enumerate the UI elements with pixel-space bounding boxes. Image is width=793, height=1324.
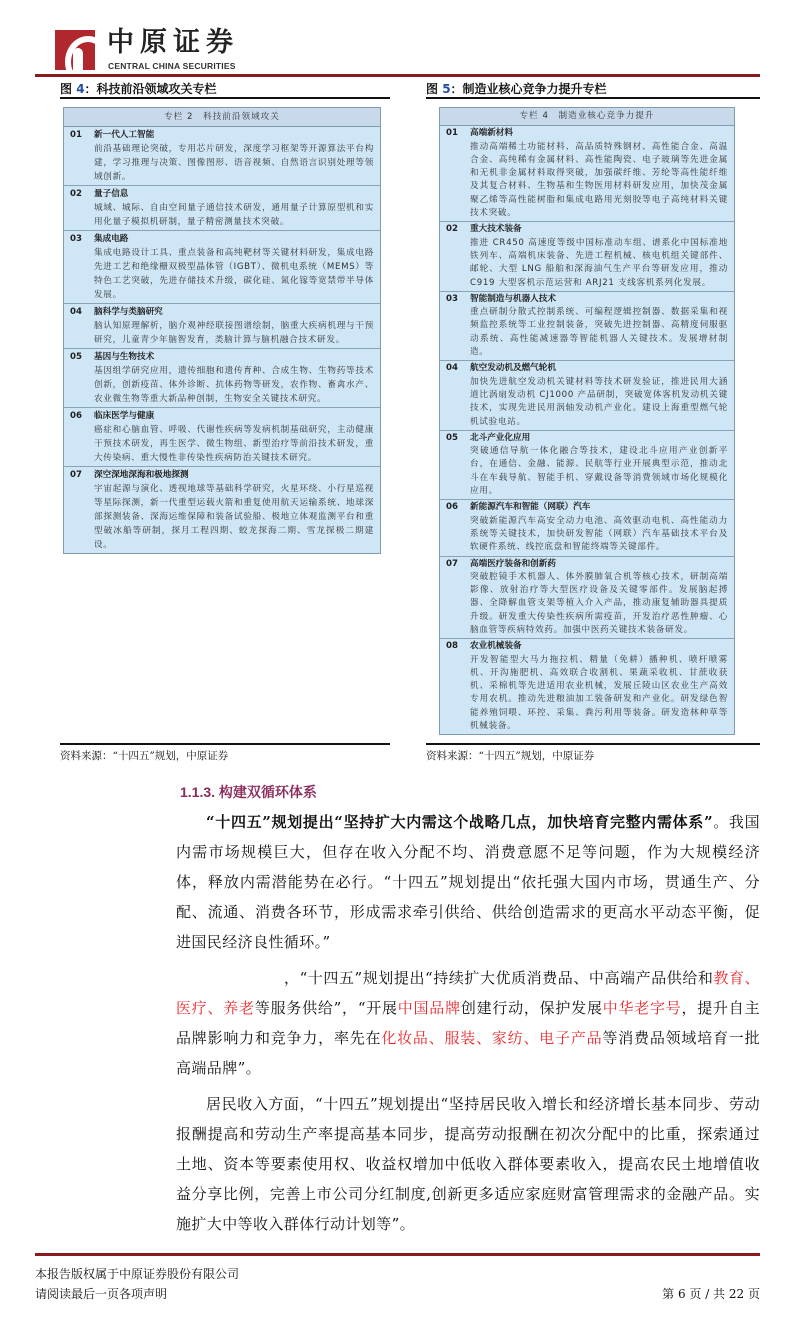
row-body: 宇宙起源与演化、透视地球等基础科学研究，火星环绕、小行星巡视等星际探测，新一代重型运载火箭和重复使用航天运输系统、地球深部探测装备、深海运维保障和装备试验船、极地立体观监测平台和重型破冰船等研制，探月工程四期、蛟龙探海二期、雪龙探极二期建设。 (94, 484, 374, 550)
row-number: 02 (446, 224, 458, 235)
row-number: 06 (446, 502, 458, 513)
highlighted-text: 化妆品、服装、家纺、电子产品 (381, 1029, 603, 1048)
row-title (446, 640, 728, 653)
table-row (64, 231, 380, 304)
paragraph-text: ，“十四五”规划提出“持续扩大优质消费品、中高端产品供给和 (284, 969, 714, 988)
table-row (440, 557, 734, 640)
row-title-text: 航空发动机及燃气轮机 (470, 363, 556, 374)
row-title (70, 305, 374, 319)
row-number: 07 (70, 470, 82, 480)
row-title (446, 362, 728, 375)
figure-4-table (63, 107, 381, 554)
highlighted-text: 教育、医疗、养老 (176, 969, 761, 1018)
row-body: 推进 CR450 高速度等级中国标准动车组、谱系化中国标准地铁列车、高端机床装备、先进工程机械、核电机组关键部件、邮轮、大型 LNG 船舶和深海油气生产平台等研发应用，推动 C919 大型客机示范运营和 ARJ21 支线客机系列化发展。 (470, 237, 728, 288)
row-number: 07 (446, 558, 458, 569)
logo-chinese-name: 中原证券 (107, 27, 239, 58)
row-body: 突破腔镜手术机器人、体外膜肺氧合机等核心技术，研制高端影像、放射治疗等大型医疗设备及关键零部件。发展脑起搏器、全降解血管支架等植入介入产品，推动康复辅助器具提质升级。研发重大传染性疾病所需疫苗，开发治疗恶性肿瘤、心脑血管等疾病特效药。加强中医药关键技术装备研发。 (470, 571, 728, 635)
highlighted-text: 中华老字号 (602, 999, 682, 1018)
figure-5-title: 图 5：制造业核心竞争力提升专栏 (426, 82, 607, 96)
row-body: 癌症和心脑血管、呼吸、代谢性疾病等发病机制基础研究，主动健康干预技术研发，再生医学、微生物组、新型治疗等前沿技术研发，重大传染病、重大慢性非传染性疾病防治关键技术研究。 (94, 425, 374, 463)
table-row (64, 127, 380, 186)
table-row (440, 361, 734, 430)
row-title (70, 128, 374, 142)
row-title (446, 558, 728, 571)
paragraph-domestic-demand (176, 807, 760, 957)
row-title (446, 432, 728, 445)
row-title-text: 高端新材料 (470, 128, 513, 139)
row-body: 突破通信导航一体化融合等技术，建设北斗应用产业创新平台，在通信、金融、能源、民航等行业开展典型示范，推动北斗在车载导航、智能手机、穿戴设备等消费领域市场化规模化应用。 (470, 446, 728, 497)
logo-english-name: CENTRAL CHINA SECURITIES (108, 61, 236, 71)
logo-mark-icon (55, 30, 95, 70)
figure-4-source: 资料来源：“十四五”规划，中原证券 (60, 750, 229, 763)
row-body: 基因组学研究应用，遗传细胞和遗传育种、合成生物、生物药等技术创新，创新疫苗、体外诊断、抗体药物等研发，农作物、畜禽水产、农业微生物等重大新品种创制，生物安全关键技术研究。 (94, 366, 374, 404)
row-number: 08 (446, 641, 458, 652)
table-row (64, 408, 380, 467)
figures-row (35, 81, 760, 763)
row-body: 加快先进航空发动机关键材料等技术研发验证，推进民用大涵道比涡扇发动机 CJ1000 产品研制，突破宽体客机发动机关键技术，实现先进民用涡轴发动机产业化。建设上海重型燃气轮机试验电站。 (470, 376, 728, 427)
header-divider (35, 74, 760, 77)
row-body: 城域、城际、自由空间量子通信技术研发，通用量子计算原型机和实用化量子模拟机研制，量子精密测量技术突破。 (94, 203, 374, 227)
figure-4-bottom-rule (60, 743, 390, 745)
row-title-text: 高端医疗装备和创新药 (470, 558, 556, 569)
company-logo (55, 28, 285, 72)
table-row (440, 222, 734, 291)
row-body: 开发智能型大马力拖拉机、精量（免耕）播种机、喷杆喷雾机、开沟施肥机、高效联合收割机、果蔬采收机、甘蔗收获机、采棉机等先进适用农业机械，发展丘陵山区农业生产高效专用农机。推动先进粮油加工装备研发和产业化。研发绿色智能养殖饲喂、环控、采集、粪污利用等装备。研发造林种草等机械装备。 (470, 654, 728, 732)
page-number: 第 6 页 / 共 22 页 (662, 1287, 760, 1302)
row-number: 02 (70, 189, 82, 199)
row-title-text: 临床医学与健康 (94, 411, 155, 421)
row-number: 04 (70, 307, 82, 317)
footer (35, 1264, 760, 1304)
row-title-text: 农业机械装备 (470, 641, 522, 652)
footer-divider (35, 1253, 760, 1256)
row-body: 脑认知原理解析，脑介观神经联接图谱绘制，脑重大疾病机理与干预研究，儿童青少年脑智发育，类脑计算与脑机融合技术研发。 (94, 321, 374, 345)
figure-4 (60, 81, 390, 763)
highlighted-text: 中国品牌 (397, 999, 461, 1018)
paragraph-text: 。我国内需市场规模巨大，但存在收入分配不均、消费意愿不足等问题，作为大规模经济体，释放内需潜能势在必行。“十四五”规划提出“依托强大国内市场，贯通生产、分配、流通、消费各环节，形成需求牵引供给、供给创造需求的更高水平动态平衡，促进国民经济良性循环。” (176, 813, 760, 952)
paragraph-brands (176, 963, 760, 1083)
table-title: 专栏 4 制造业核心竞争力提升 (440, 108, 734, 126)
row-title (446, 501, 728, 514)
paragraph-income (176, 1089, 760, 1239)
row-title-text: 重大技术装备 (470, 224, 522, 235)
paragraph-text: 创建行动，保护发展 (460, 999, 603, 1018)
row-title (70, 232, 374, 246)
row-number: 05 (70, 352, 82, 362)
figure-5-top-rule (426, 97, 760, 99)
row-title-text: 基因与生物技术 (94, 352, 155, 362)
row-body: 重点研制分散式控制系统、可编程逻辑控制器、数据采集和视频监控系统等工业控制装备，突破先进控制器、高精度伺服驱动系统、高性能减速器等智能机器人关键技术。发展增材制造。 (470, 307, 728, 358)
row-title (446, 293, 728, 306)
paragraph-text: ，提升自主品牌影响力和竞争力，率先在 (176, 999, 760, 1048)
row-title (70, 409, 374, 423)
section-heading: 1.1.3. 构建双循环体系 (180, 784, 317, 801)
row-title-text: 新能源汽车和智能（网联）汽车 (470, 502, 591, 513)
row-title-text: 脑科学与类脑研究 (94, 307, 163, 317)
footer-disclaimer-notice: 请阅读最后一页各项声明 (35, 1287, 168, 1302)
table-title: 专栏 2 科技前沿领域攻关 (64, 108, 380, 127)
row-number: 01 (446, 128, 458, 139)
row-title (70, 350, 374, 364)
row-title-text: 深空深地深海和极地探测 (94, 470, 189, 480)
row-title (70, 468, 374, 482)
table-row (64, 467, 380, 553)
figure-5 (426, 81, 760, 763)
paragraph-text: “十四五”规划提出“坚持扩大内需这个战略几点，加快培育完整内需体系” (206, 813, 713, 832)
row-body: 突破新能源汽车高安全动力电池、高效驱动电机、高性能动力系统等关键技术，加快研发智能（网联）汽车基础技术平台及软硬件系统、线控底盘和智能终端等关键部件。 (470, 515, 728, 553)
table-row (440, 639, 734, 734)
row-number: 04 (446, 363, 458, 374)
row-title-text: 北斗产业化应用 (470, 432, 531, 443)
paragraph-text: 等服务供给”，“开展 (254, 999, 398, 1018)
row-body: 前沿基础理论突破，专用芯片研发，深度学习框架等开源算法平台构建，学习推理与决策、图像图形、语音视频、自然语言识别处理等领域创新。 (94, 144, 374, 182)
figure-4-top-rule (60, 97, 390, 99)
table-row (440, 431, 734, 500)
paragraph-text: 等消费品领域培育一批高端品牌”。 (176, 1029, 760, 1078)
figure-5-source: 资料来源：“十四五”规划，中原证券 (426, 750, 595, 763)
row-title (446, 127, 728, 140)
row-number: 06 (70, 411, 82, 421)
paragraph-text: 居民收入方面，“十四五”规划提出“坚持居民收入增长和经济增长基本同步、劳动报酬提高和劳动生产率提高基本同步，提高劳动报酬在初次分配中的比重，探索通过土地、资本等要素使用权、收益权增加中低收入群体要素收入，提高农民土地增值收益分享比例，完善上市公司分红制度,创新更多适应家庭财富管理需求的金融产品。实施扩大中等收入群体行动计划等”。 (176, 1095, 760, 1234)
row-title-text: 新一代人工智能 (94, 130, 155, 140)
row-title (70, 187, 374, 201)
row-number: 03 (446, 293, 458, 304)
table-row (64, 186, 380, 231)
row-title-text: 智能制造与机器人技术 (470, 293, 556, 304)
figure-4-title: 图 4：科技前沿领域攻关专栏 (60, 82, 217, 96)
row-body: 推动高端稀土功能材料、高品质特殊钢材、高性能合金、高温合金、高纯稀有金属材料、高性能陶瓷、电子玻璃等先进金属和无机非金属材料取得突破，加强碳纤维、芳纶等高性能纤维及其复合材料、生物基和生物医用材料研发应用，加快茂金属聚乙烯等高性能树脂和集成电路用光刻胶等电子高纯材料关键技术突破。 (470, 141, 728, 219)
table-row (440, 292, 734, 361)
row-title-text: 量子信息 (94, 189, 129, 199)
figure-5-table (439, 107, 735, 735)
row-title-text: 集成电路 (94, 234, 129, 244)
table-row (440, 500, 734, 556)
row-body: 集成电路设计工具、重点装备和高纯靶材等关键材料研发，集成电路先进工艺和绝缘栅双极型晶体管（IGBT）、微机电系统（MEMS）等特色工艺突破，先进存储技术升级，碳化硅、氮化镓等宽禁带半导体发展。 (94, 248, 374, 300)
row-number: 01 (70, 130, 82, 140)
row-title (446, 223, 728, 236)
footer-copyright: 本报告版权属于中原证券股份有限公司 (35, 1267, 240, 1282)
table-row (64, 304, 380, 349)
row-number: 05 (446, 432, 458, 443)
row-number: 03 (70, 234, 82, 244)
figure-5-bottom-rule (426, 743, 760, 745)
table-row (64, 349, 380, 408)
table-row (440, 126, 734, 222)
